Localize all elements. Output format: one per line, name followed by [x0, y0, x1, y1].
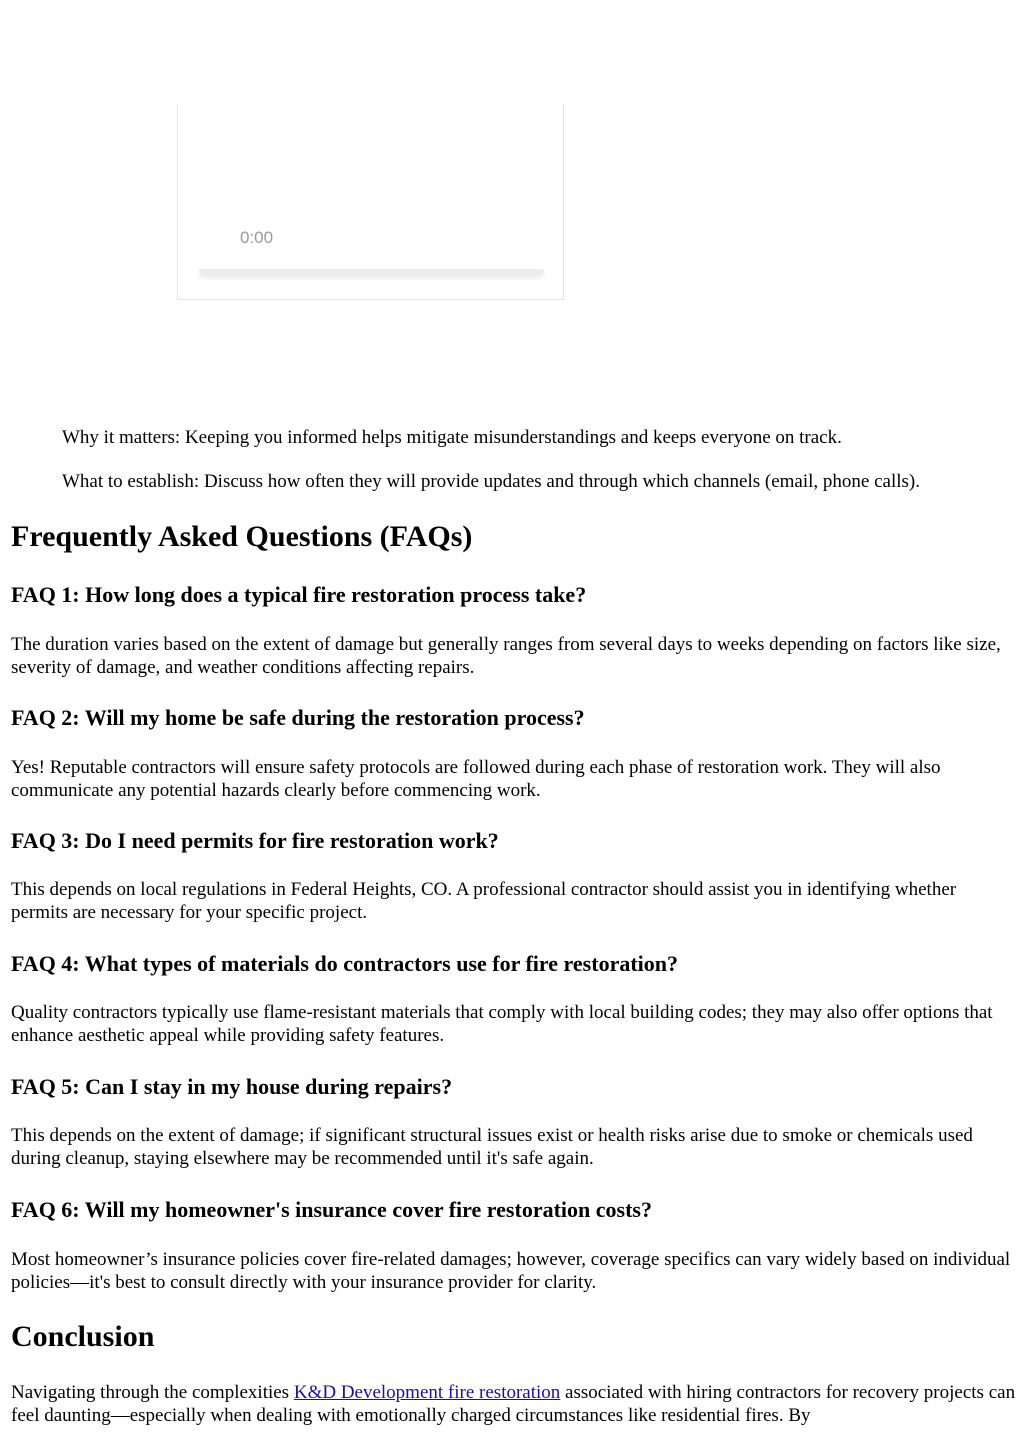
faq-question: FAQ 1: How long does a typical fire restoration process take?: [11, 582, 587, 607]
faq-answer: Yes! Reputable contractors will ensure safety protocols are followed during each phase of restoration work. They will also communicate any potential hazards clearly before commencing work.: [11, 757, 941, 801]
faq-question: FAQ 5: Can I stay in my house during repairs?: [11, 1074, 453, 1099]
faq-question: FAQ 2: Will my home be safe during the restoration process?: [11, 705, 585, 730]
why-it-matters-text: Why it matters: Keeping you informed helps mitigate misunderstandings and keeps everyone on track.: [62, 427, 842, 448]
faq-answer: Quality contractors typically use flame-resistant materials that comply with local building codes; they may also offer options that enhance aesthetic appeal while providing safety features.: [11, 1002, 993, 1046]
faq-question: FAQ 4: What types of materials do contractors use for fire restoration?: [11, 951, 679, 976]
conclusion-title: Conclusion: [11, 1320, 155, 1353]
faq-answer: This depends on the extent of damage; if significant structural issues exist or health risks arise due to smoke or chemicals used during cleanup, staying elsewhere may be recommended until it's safe again.: [11, 1125, 973, 1169]
restoration-link[interactable]: K&D Development fire restoration: [293, 1382, 561, 1403]
faq-question: FAQ 6: Will my homeowner's insurance cover fire restoration costs?: [11, 1197, 652, 1222]
faq-question: FAQ 3: Do I need permits for fire restoration work?: [11, 828, 499, 853]
faq-section-title: Frequently Asked Questions (FAQs): [11, 520, 473, 553]
audio-progress-bar[interactable]: [199, 269, 544, 274]
audio-time-display: 0:00: [240, 228, 274, 247]
what-to-establish-text: What to establish: Discuss how often they will provide updates and through which channels (email, phone calls).: [62, 471, 920, 492]
audio-player[interactable]: [177, 104, 564, 300]
faq-answer: This depends on local regulations in Federal Heights, CO. A professional contractor should assist you in identifying whether permits are necessary for your specific project.: [11, 879, 957, 923]
conclusion-text-after: associated with hiring contractors for recovery projects can feel daunting—especially when dealing with emotionally charged circumstances like residential fires. By: [11, 1382, 1016, 1426]
faq-answer: Most homeowner’s insurance policies cover fire-related damages; however, coverage specifics can vary widely based on individual policies—it's best to consult directly with your insurance provider for clarity.: [11, 1249, 1011, 1293]
faq-answer: The duration varies based on the extent of damage but generally ranges from several days to weeks depending on factors like size, severity of damage, and weather conditions affecting repairs.: [11, 634, 1001, 678]
conclusion-paragraph: [11, 1381, 1016, 1427]
conclusion-text-before: Navigating through the complexities: [11, 1382, 294, 1403]
